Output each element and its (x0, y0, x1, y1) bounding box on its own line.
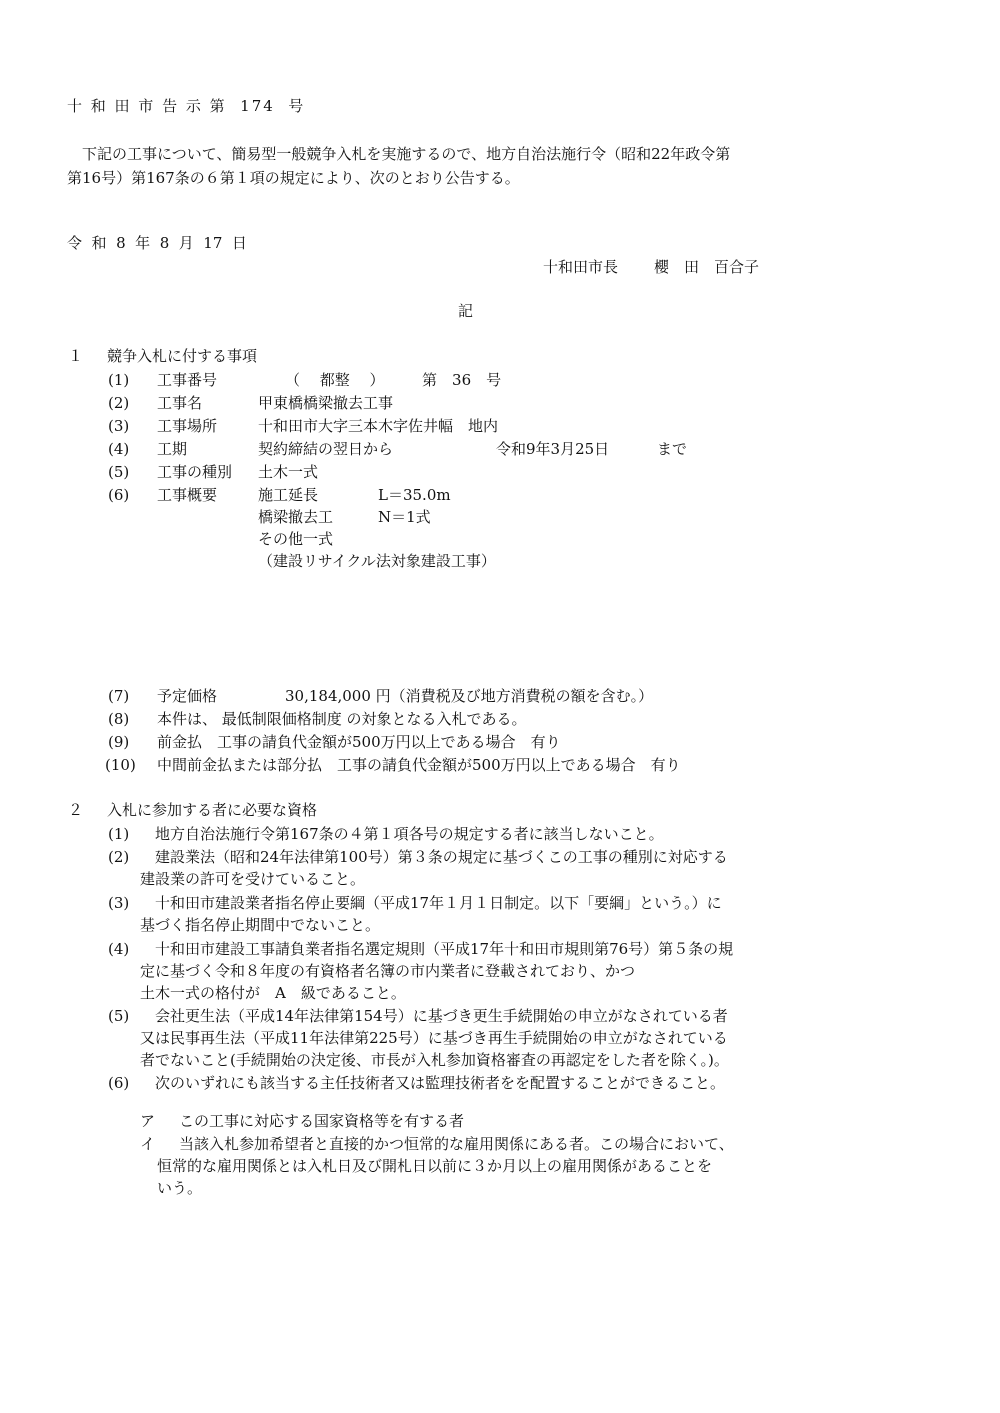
s1-item10-number: (10) (105, 756, 136, 774)
mayor-name: 櫻 田 百合子 (654, 258, 760, 276)
s2-item1-line1: 地方自治法施行令第167条の４第１項各号の規定する者に該当しないこと。 (140, 825, 664, 843)
s1-item7-value: 30,184,000 円（消費税及び地方消費税の額を含む。） (285, 687, 654, 705)
s1-item6-line1-label: 施工延長 (258, 486, 319, 504)
intro-line-2: 第16号）第167条の６第１項の規定により、次のとおり公告する。 (67, 169, 520, 187)
s1-item4-value-end: 令和9年3月25日 (496, 440, 610, 458)
s2-item5-line2: 又は民事再生法（平成11年法律第225号）に基づき再生手続開始の申立がなされている (140, 1029, 728, 1047)
mayor-title: 十和田市長 (543, 258, 619, 276)
s1-item1-number: (1) (108, 371, 130, 389)
s1-item6-line2-label: 橋梁撤去工 (258, 508, 334, 526)
s1-item4-number: (4) (108, 440, 130, 458)
s1-item8-number: (8) (108, 710, 130, 728)
s1-item6-line2-value: N＝1式 (378, 508, 431, 526)
notice-date: 令 和 8 年 8 月 17 日 (67, 234, 247, 252)
s2-sub-b-mark: イ (140, 1135, 156, 1153)
intro-line-1: 下記の工事について、簡易型一般競争入札を実施するので、地方自治法施行令（昭和22年政令第 (67, 145, 731, 163)
s1-item6-line4: （建設リサイクル法対象建設工事） (258, 552, 496, 570)
s1-item3-value: 十和田市大字三本木字佐井幅 地内 (258, 417, 499, 435)
s1-item6-line1-value: L＝35.0m (378, 486, 451, 504)
s1-item7-number: (7) (108, 687, 130, 705)
s1-item1-label: 工事番号 (157, 371, 218, 389)
section2-title: 入札に参加する者に必要な資格 (107, 801, 318, 819)
s2-item1-number: (1) (108, 825, 130, 843)
s2-item5-line1: 会社更生法（平成14年法律第154号）に基づき更生手続開始の申立がなされている者 (140, 1007, 728, 1025)
s2-sub-b-line1: 当該入札参加希望者と直接的かつ恒常的な雇用関係にある者。この場合において、 (164, 1135, 734, 1153)
s1-item9-text: 前金払 工事の請負代金額が500万円以上である場合 有り (157, 733, 561, 751)
s1-item3-number: (3) (108, 417, 130, 435)
s2-item3-line2: 基づく指名停止期間中でないこと。 (140, 916, 381, 934)
s1-item6-line3: その他一式 (258, 530, 334, 548)
s2-item4-line3: 土木一式の格付が A 級であること。 (140, 984, 406, 1002)
section2-number: ２ (68, 801, 84, 819)
s1-item10-text: 中間前金払または部分払 工事の請負代金額が500万円以上である場合 有り (157, 756, 681, 774)
s2-item2-line2: 建設業の許可を受けていること。 (140, 870, 366, 888)
section1-number: １ (68, 347, 84, 365)
s2-sub-a-line1: この工事に対応する国家資格等を有する者 (164, 1112, 465, 1130)
s2-item5-line3: 者でないこと(手続開始の決定後、市長が入札参加資格審査の再認定をした者を除く。)。 (140, 1051, 729, 1069)
s1-item9-number: (9) (108, 733, 130, 751)
s2-item5-number: (5) (108, 1007, 130, 1025)
s2-sub-b-line3: いう。 (157, 1179, 203, 1197)
s1-item6-number: (6) (108, 486, 130, 504)
s1-item6-label: 工事概要 (157, 486, 218, 504)
s2-item4-line2: 定に基づく令和８年度の有資格者名簿の市内業者に登載されており、かつ (140, 962, 636, 980)
s1-item4-label: 工期 (157, 440, 188, 458)
s1-item3-label: 工事場所 (157, 417, 218, 435)
s1-item7-label: 予定価格 (157, 687, 218, 705)
s1-item4-value-suffix: まで (657, 440, 688, 458)
s1-item5-number: (5) (108, 463, 130, 481)
s1-item4-value-start: 契約締結の翌日から (258, 440, 394, 458)
s1-item2-label: 工事名 (157, 394, 203, 412)
s2-item2-line1: 建設業法（昭和24年法律第100号）第３条の規定に基づくこの工事の種別に対応する (140, 848, 728, 866)
section1-title: 競争入札に付する事項 (107, 347, 258, 365)
s2-item4-line1: 十和田市建設工事請負業者指名選定規則（平成17年十和田市規則第76号）第５条の規 (140, 940, 734, 958)
s2-item4-number: (4) (108, 940, 130, 958)
s2-item2-number: (2) (108, 848, 130, 866)
s1-item5-value: 土木一式 (258, 463, 319, 481)
s2-sub-a-mark: ア (140, 1112, 156, 1130)
notice-number: 十 和 田 市 告 示 第 174 号 (67, 97, 306, 115)
s1-item5-label: 工事の種別 (157, 463, 233, 481)
s2-item3-number: (3) (108, 894, 130, 912)
s1-item2-number: (2) (108, 394, 130, 412)
s2-item6-number: (6) (108, 1074, 130, 1092)
s2-sub-b-line2: 恒常的な雇用関係とは入札日及び開札日以前に３か月以上の雇用関係があることを (157, 1157, 713, 1175)
ki-heading: 記 (458, 302, 474, 320)
s1-item1-value: （ 都整 ） 第 36 号 (285, 371, 502, 389)
s2-item6-line1: 次のいずれにも該当する主任技術者又は監理技術者をを配置することができること。 (140, 1074, 726, 1092)
s2-item3-line1: 十和田市建設業者指名停止要綱（平成17年１月１日制定。以下「要綱」という。）に (140, 894, 722, 912)
s1-item8-text: 本件は、 最低制限価格制度 の対象となる入札である。 (157, 710, 527, 728)
s1-item2-value: 甲東橋橋梁撤去工事 (258, 394, 394, 412)
